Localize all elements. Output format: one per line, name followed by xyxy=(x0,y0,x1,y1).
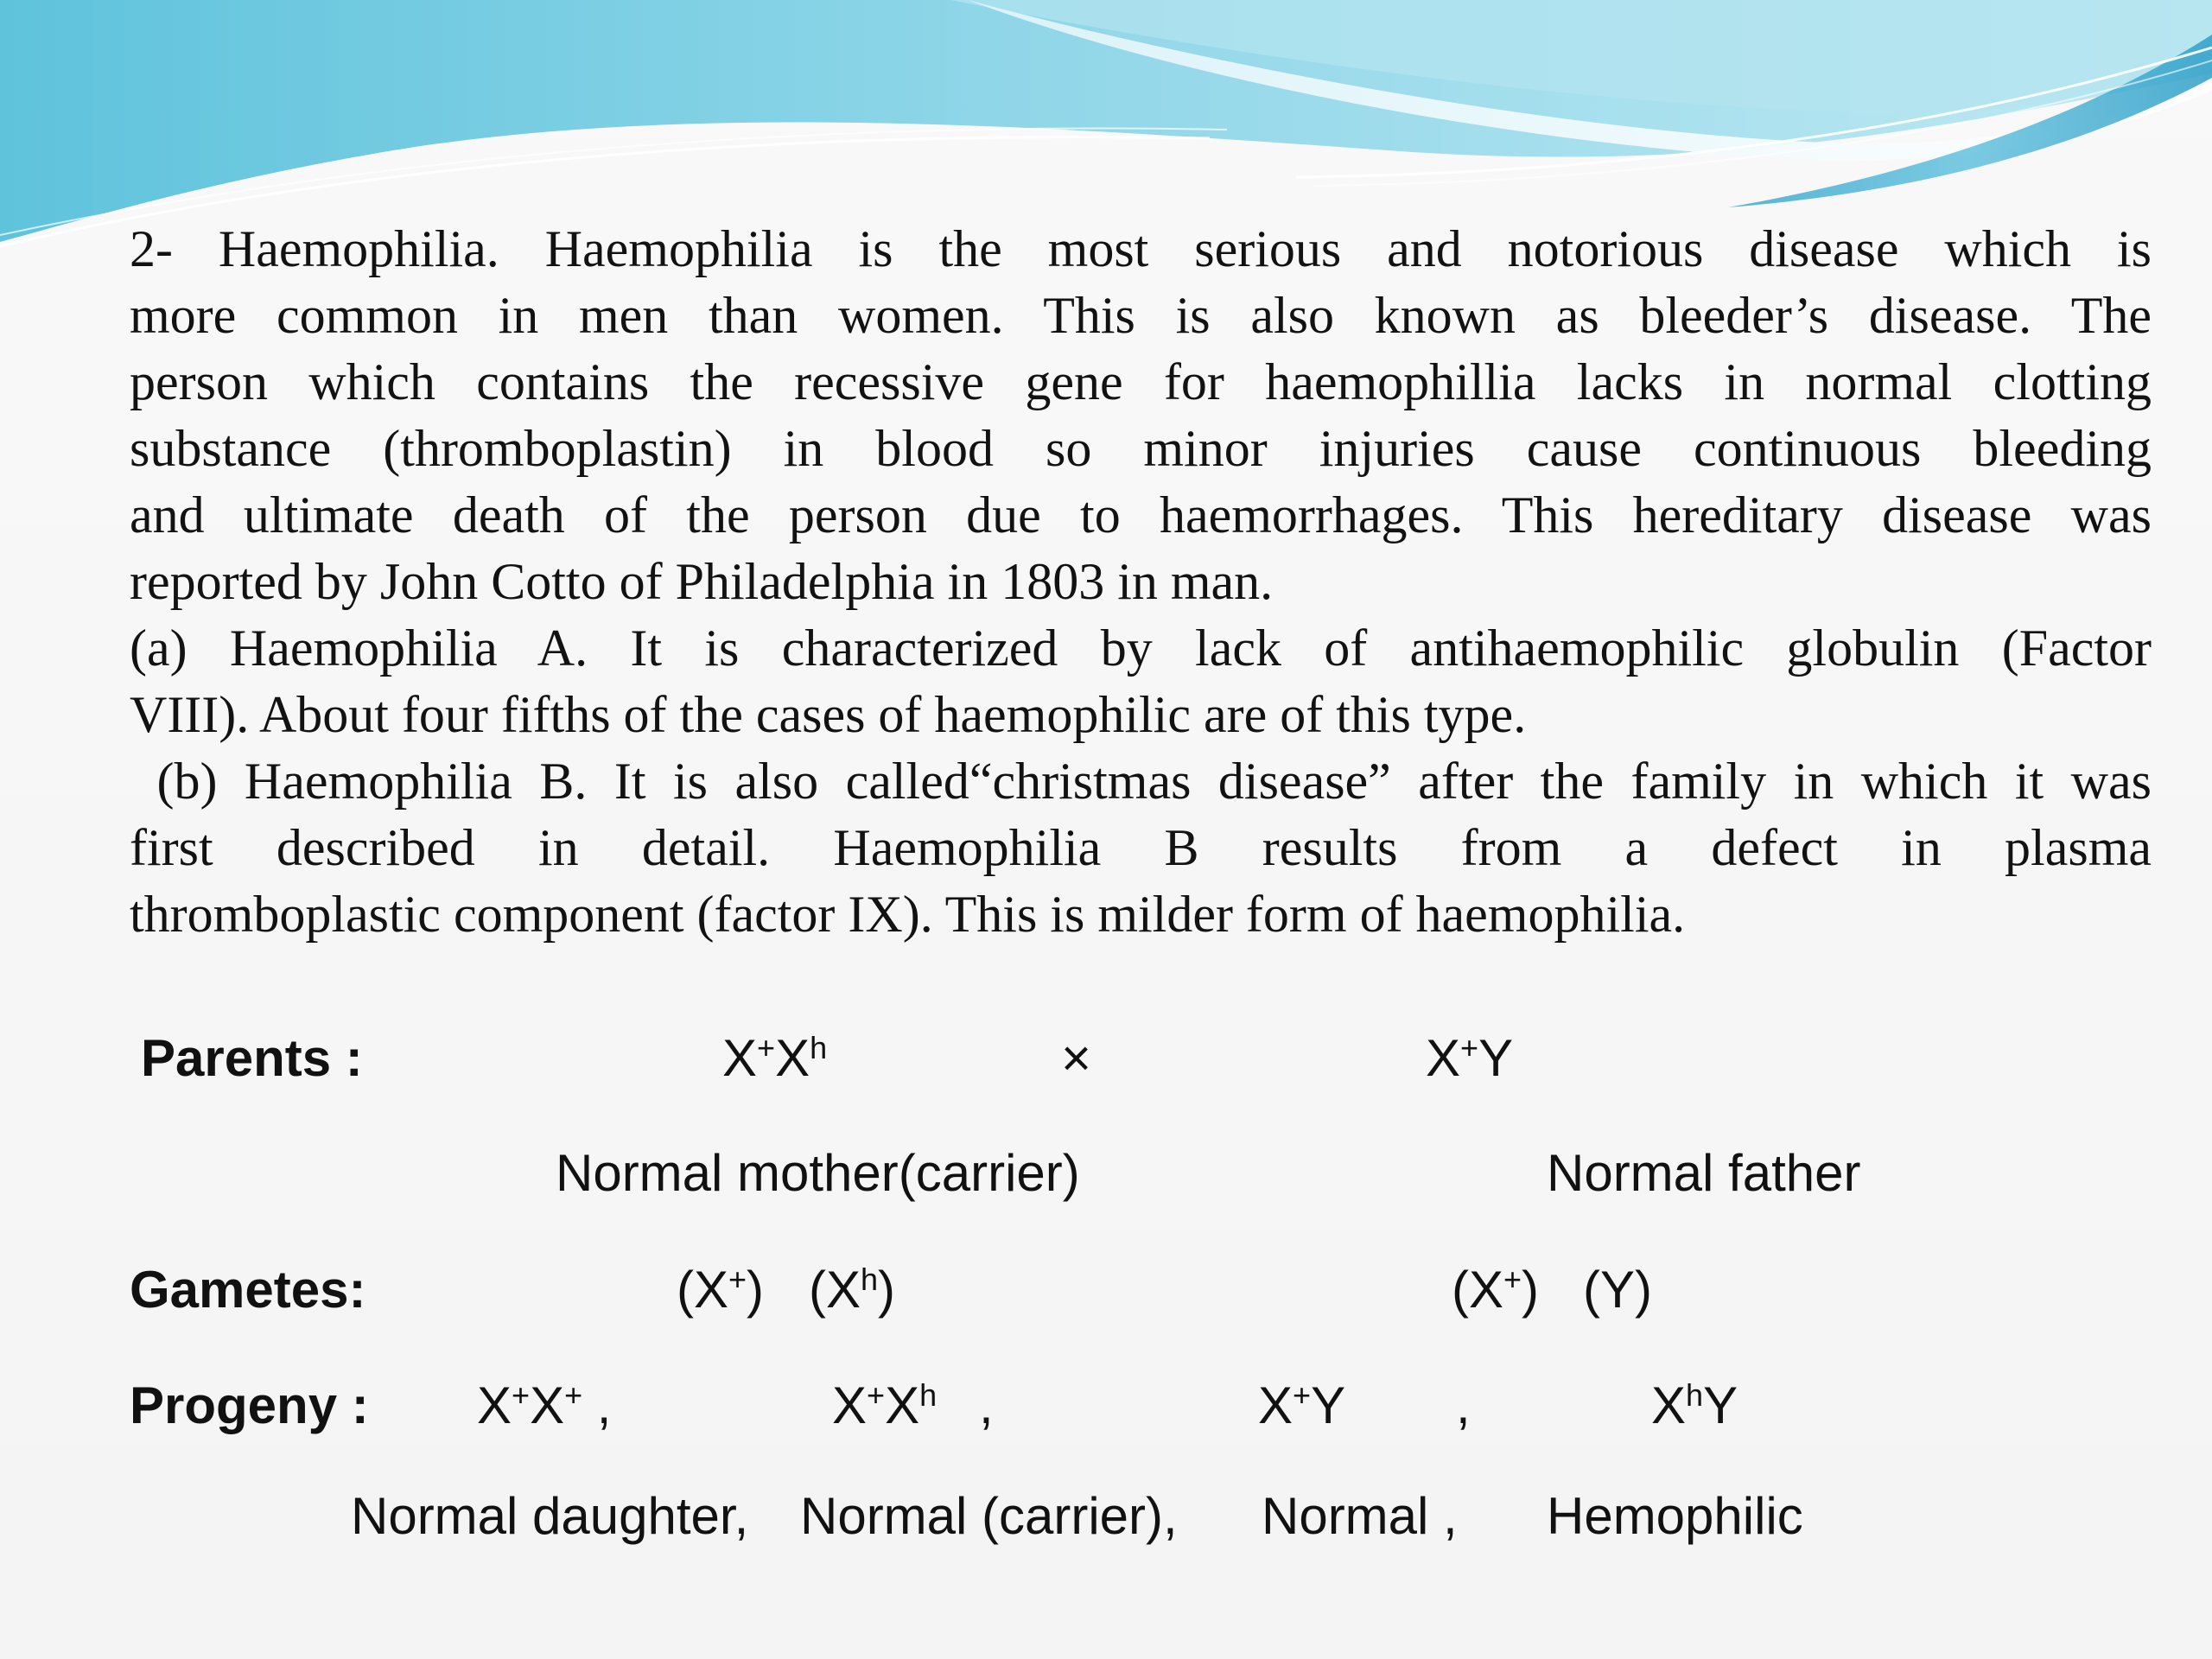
gamete-text: ) xyxy=(1522,1261,1540,1319)
paragraph-line: (b) Haemophilia B. It is also called“christmas disease” after the family in which it was xyxy=(130,753,2152,810)
mother-gamete-2 xyxy=(809,1260,895,1320)
allele-superscript: + xyxy=(1293,1377,1312,1414)
genotype-base: X xyxy=(832,1376,868,1434)
allele-superscript: + xyxy=(757,1030,776,1066)
genotype-base: Y xyxy=(1311,1376,1346,1434)
genotype-base: X xyxy=(1426,1029,1461,1087)
allele-superscript: h xyxy=(810,1030,828,1066)
genotype-base: X xyxy=(530,1376,565,1434)
paragraph-line: first described in detail. Haemophilia B results from a defect in plasma xyxy=(130,819,2152,876)
genotype-base: X xyxy=(775,1029,810,1087)
gamete-text: (X xyxy=(677,1261,728,1319)
cross-symbol: × xyxy=(1061,1029,1092,1087)
paragraph-line: substance (thromboplastin) in blood so minor injuries cause continuous bleeding xyxy=(130,420,2152,477)
gametes-label: Gametes: xyxy=(130,1261,366,1319)
mother-genotype xyxy=(722,1028,827,1089)
mother-gamete-1 xyxy=(677,1260,764,1320)
genotype-base: X xyxy=(1258,1376,1294,1434)
mother-description: Normal mother(carrier) xyxy=(556,1144,1080,1202)
progeny-genotype-1 xyxy=(477,1376,611,1436)
allele-superscript: + xyxy=(564,1377,583,1414)
phenotype-normal-carrier: Normal (carrier), xyxy=(800,1487,1178,1545)
progeny-genotype-2 xyxy=(832,1376,937,1436)
paragraph-line: VIII). About four fifths of the cases of haemophilic are of this type. xyxy=(130,686,1527,743)
gamete-text: ) xyxy=(878,1261,896,1319)
gamete-text: (X xyxy=(809,1261,861,1319)
progeny-genotype-4 xyxy=(1651,1376,1738,1436)
paragraph-line: (a) Haemophilia A. It is characterized by lack of antihaemophilic globulin (Factor xyxy=(130,620,2152,677)
allele-superscript: + xyxy=(728,1262,747,1298)
allele-superscript: + xyxy=(867,1377,886,1414)
parents-label: Parents : xyxy=(141,1029,363,1087)
paragraph-line: person which contains the recessive gene for haemophillia lacks in normal clotting xyxy=(130,353,2152,410)
paragraph-line: thromboplastic component (factor IX). This is milder form of haemophilia. xyxy=(130,886,1686,943)
paragraph-line: and ultimate death of the person due to haemorrhages. This hereditary disease was xyxy=(130,486,2152,543)
allele-superscript: + xyxy=(1460,1030,1479,1066)
progeny-genotype-3 xyxy=(1258,1376,1345,1436)
separator-comma: , xyxy=(979,1376,994,1434)
gamete-text: (X xyxy=(1452,1261,1503,1319)
father-gamete-2: (Y) xyxy=(1583,1261,1652,1319)
gamete-text: ) xyxy=(747,1261,765,1319)
allele-superscript: h xyxy=(1686,1377,1704,1414)
phenotype-hemophilic: Hemophilic xyxy=(1547,1487,1803,1545)
allele-superscript: h xyxy=(861,1262,879,1298)
genotype-base: X xyxy=(1651,1376,1687,1434)
allele-superscript: + xyxy=(1503,1262,1522,1298)
phenotype-normal-daughter: Normal daughter, xyxy=(351,1487,749,1545)
paragraph-line: more common in men than women. This is also known as bleeder’s disease. The xyxy=(130,287,2152,344)
genotype-base: X xyxy=(477,1376,512,1434)
paragraph-line: reported by John Cotto of Philadelphia in 1803 in man. xyxy=(130,553,1274,610)
genotype-base: Y xyxy=(1478,1029,1514,1087)
genotype-base: Y xyxy=(1703,1376,1738,1434)
paragraph-line: 2- Haemophilia. Haemophilia is the most serious and notorious disease which is xyxy=(130,220,2152,277)
allele-superscript: + xyxy=(512,1377,531,1414)
separator-comma: , xyxy=(582,1376,612,1434)
father-gamete-1 xyxy=(1452,1260,1539,1320)
father-description: Normal father xyxy=(1547,1144,1861,1202)
allele-superscript: h xyxy=(919,1377,938,1414)
genotype-base: X xyxy=(885,1376,920,1434)
phenotype-normal: Normal , xyxy=(1262,1487,1458,1545)
father-genotype xyxy=(1426,1028,1513,1089)
genotype-base: X xyxy=(722,1029,758,1087)
progeny-label: Progeny : xyxy=(130,1376,369,1434)
separator-comma: , xyxy=(1456,1376,1471,1434)
